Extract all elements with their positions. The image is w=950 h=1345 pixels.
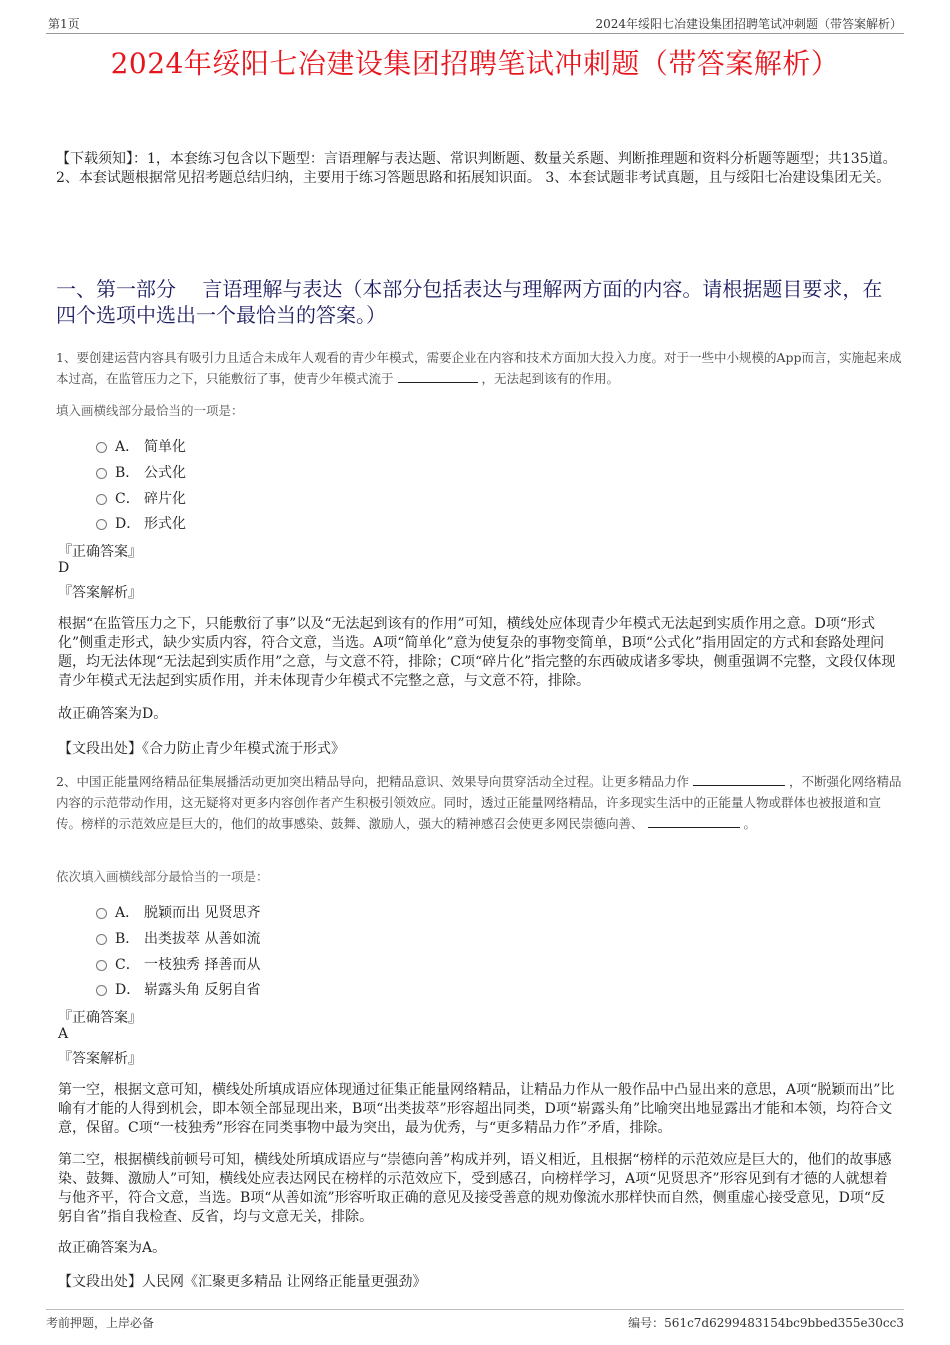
- question-1-analysis: 根据“在监管压力之下，只能敷衍了事”以及“无法起到该有的作用”可知，横线处应体现青少年模式无法起到实质作用之意。D项“形式化”侧重走形式，缺少实质内容，符合文意，当选。A项“简单化”意为使复杂的事物变简单，B项“公式化”指用固定的方式和套路处理问题，均无法体现“无法起到实质作用”之意，与文意不符，排除；C项“碎片化”指完整的东西破成诸多零块，侧重强调不完整，文段仅体现青少年模式无法起到实质作用，并未体现青少年模式不完整之意，与文意不符，排除。: [58, 616, 896, 689]
- question-1-source: 【文段出处】《合力防止青少年模式流于形式》: [58, 741, 345, 757]
- document-id: 编号：561c7d6299483154bc9bbed355e30cc3: [628, 1316, 904, 1330]
- question-2-conclusion: 故正确答案为A。: [58, 1240, 167, 1256]
- fill-blank: [693, 773, 785, 786]
- question-1-hint: 填入画横线部分最恰当的一项是：: [56, 403, 244, 418]
- radio-icon[interactable]: [96, 442, 107, 453]
- question-2-analysis-first-blank: 第一空，根据文意可知，横线处所填成语应体现通过征集正能量网络精品，让精品力作从一般作品中凸显出来的意思，A项“脱颖而出”比喻有才能的人得到机会，即本领全部显现出来，B项“出类拔萃”形容超出同类，D项“崭露头角”比喻突出地显露出才能和本领，均符合文意，保留。C项“一枝独秀”形容在同类事物中最为突出，最为优秀，与“更多精品力作”矛盾，排除。: [58, 1082, 895, 1136]
- radio-icon[interactable]: [96, 494, 107, 505]
- question-2-analysis-second-blank: 第二空，根据横线前顿号可知，横线处所填成语应与“崇德向善”构成并列，语义相近，且根据“榜样的示范效应是巨大的，他们的故事感染、鼓舞、激励人”可知，横线处应表达网民在榜样的示范效应下，受到感召，向榜样学习，A项“见贤思齐”形容见到有才德的人就想着与他齐平，符合文意，当选。B项“从善如流”形容听取正确的意见及接受善意的规劝像流水那样快而自然，侧重虚心接受意见，D项“反躬自省”指自我检查、反省，均与文意无关，排除。: [58, 1152, 892, 1225]
- section-heading: 一、第一部分 言语理解与表达（本部分包括表达与理解两方面的内容。请根据题目要求，在四个选项中选出一个最恰当的答案。）: [56, 277, 883, 327]
- correct-answer-label: 『正确答案』: [58, 544, 142, 560]
- question-1-stem: 1、要创建运营内容具有吸引力且适合未成年人观看的青少年模式，需要企业在内容和技术方面加大投入力度。对于一些中小规模的App而言，实施起来成本过高，在监管压力之下，只能敷衍了事，使青少年模式流于 ，无法起到该有的作用。: [56, 350, 902, 386]
- footer-divider: [46, 1309, 904, 1310]
- radio-icon[interactable]: [96, 934, 107, 945]
- radio-icon[interactable]: [96, 468, 107, 479]
- radio-icon[interactable]: [96, 519, 107, 530]
- analysis-label: 『答案解析』: [58, 1051, 142, 1067]
- page-title: 2024年绥阳七冶建设集团招聘笔试冲刺题（带答案解析）: [110, 47, 840, 80]
- question-1-answer: D: [58, 560, 70, 576]
- page-number: 第1页: [48, 17, 80, 31]
- correct-answer-label: 『正确答案』: [58, 1010, 142, 1026]
- question-2-source: 【文段出处】人民网《汇聚更多精品 让网络正能量更强劲》: [58, 1274, 427, 1290]
- radio-icon[interactable]: [96, 908, 107, 919]
- header-doc-title: 2024年绥阳七冶建设集团招聘笔试冲刺题（带答案解析）: [595, 17, 902, 31]
- analysis-label: 『答案解析』: [58, 585, 142, 601]
- question-2-stem: 2、中国正能量网络精品征集展播活动更加突出精品导向，把精品意识、效果导向贯穿活动全过程。让更多精品力作 ，不断强化网络精品内容的示范带动作用，这无疑将对更多内容创作者产生积极引领效应。同时，透过正能量网络精品，许多现实生活中的正能量人物或群体也被报道和宣传。榜样的示范效应是巨大的，他们的故事感染、鼓舞、激励人，强大的精神感召会使更多网民崇德向善、 。: [56, 774, 902, 831]
- header-divider: [46, 33, 904, 34]
- question-2-answer: A: [58, 1026, 69, 1042]
- download-notice: 【下载须知】：1，本套练习包含以下题型：言语理解与表达题、常识判断题、数量关系题、判断推理题和资料分析题等题型；共135道。 2、本套试题根据常见招考题总结归纳，主要用于练习答题思路和拓展知识面。 3、本套试题非考试真题，且与绥阳七冶建设集团无关。: [56, 151, 897, 186]
- page-header: [46, 15, 904, 33]
- radio-icon[interactable]: [96, 960, 107, 971]
- radio-icon[interactable]: [96, 985, 107, 996]
- footer-slogan: 考前押题，上岸必备: [46, 1316, 155, 1330]
- question-1-conclusion: 故正确答案为D。: [58, 706, 168, 722]
- fill-blank: [648, 815, 740, 828]
- fill-blank: [398, 370, 478, 383]
- question-2-hint: 依次填入画横线部分最恰当的一项是：: [56, 869, 269, 884]
